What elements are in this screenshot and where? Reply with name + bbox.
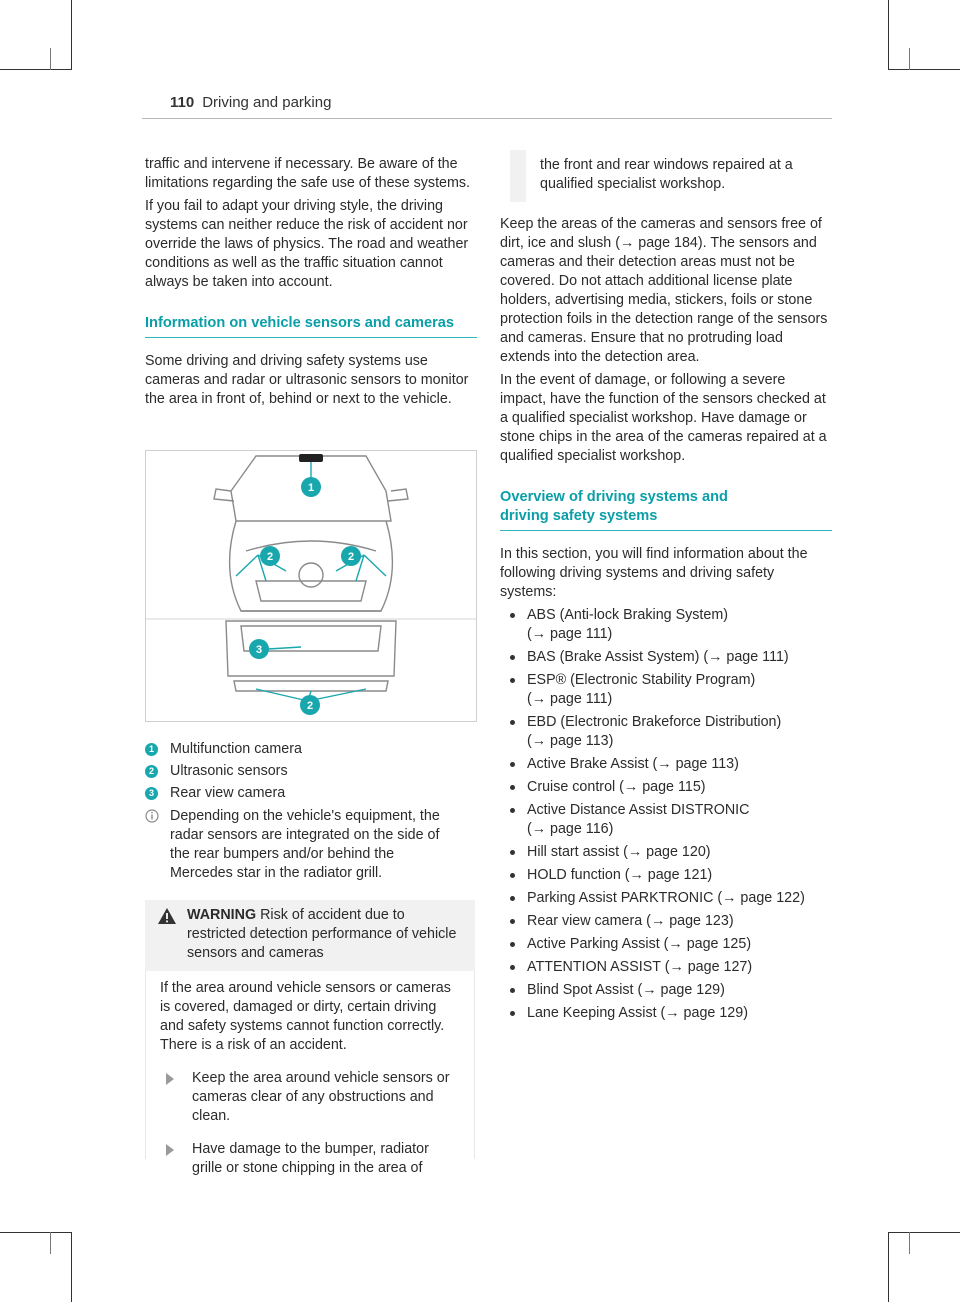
list-item [506, 755, 832, 774]
bullet-icon [510, 1011, 515, 1016]
crop-mark [888, 1232, 960, 1233]
crop-mark [0, 1232, 72, 1233]
legend-number: 2 [145, 765, 158, 778]
list-item [506, 1004, 832, 1023]
figure-legend [145, 740, 477, 886]
header-rule [142, 118, 832, 119]
bullet-icon [510, 678, 515, 683]
crop-mark [50, 48, 51, 70]
legend-number: 3 [145, 787, 158, 800]
instruction-text: Have damage to the bumper, radiator grille or stone chipping in the area of [192, 1141, 429, 1176]
crop-mark [0, 69, 72, 70]
legend-item [145, 784, 477, 803]
systems-list [506, 606, 832, 1023]
bullet-icon [510, 785, 515, 790]
warning-triangle-icon [157, 907, 177, 925]
step-arrow-icon [166, 1144, 174, 1156]
figure-marker-label: 1 [307, 482, 315, 494]
paragraph: If you fail to adapt your driving style, the driving systems can neither reduce the risk of accident nor override the laws of physics. The road and weather conditions as well as the traffic situation cannot always be taken into account. [145, 198, 469, 290]
list-item-text: ESP® (Electronic Stability Program) (→ page 111) [527, 672, 756, 707]
list-item-text: Cruise control (→ page 115) [527, 779, 706, 795]
crop-mark [909, 48, 910, 70]
section-heading: Overview of driving systems and driving safety systems [500, 488, 832, 531]
bullet-icon [510, 720, 515, 725]
list-item-text: BAS (Brake Assist System) (→ page 111) [527, 649, 789, 665]
crop-mark [888, 1232, 889, 1302]
paragraph: traffic and intervene if necessary. Be aware of the limitations regarding the safe use of these systems. [145, 156, 471, 191]
list-item-text: EBD (Electronic Brakeforce Distribution) (→ page 113) [527, 714, 782, 749]
step-arrow-icon [166, 1073, 174, 1085]
crop-mark [888, 0, 889, 70]
legend-item [145, 740, 477, 759]
crop-mark [71, 0, 72, 70]
list-item [506, 866, 832, 885]
bullet-icon [510, 942, 515, 947]
bullet-icon [510, 919, 515, 924]
paragraph: Keep the areas of the cameras and sensors free of dirt, ice and slush (→ page 184). The sensors and cameras and their detection areas must not be covered. Do not attach additional license plate holders, advertising media, stickers, foils or stone protection foils in the detection range of the sensors and cameras. Ensure that no protruding load extends into the detection area. [500, 216, 828, 365]
left-column-text [145, 155, 477, 413]
bullet-icon [510, 613, 515, 618]
warning-header [145, 900, 475, 971]
list-item-text: Parking Assist PARKTRONIC (→ page 122) [527, 890, 805, 906]
warning-label: WARNING [187, 907, 257, 923]
list-item [506, 843, 832, 862]
warning-header-row [157, 906, 463, 963]
section-heading: Information on vehicle sensors and cameras [145, 314, 477, 338]
instruction-text: Keep the area around vehicle sensors or cameras clear of any obstructions and clean. [192, 1070, 450, 1124]
bullet-icon [510, 808, 515, 813]
list-item-text: Hill start assist (→ page 120) [527, 844, 711, 860]
legend-text: Multifunction camera [170, 741, 302, 757]
list-item-text: HOLD function (→ page 121) [527, 867, 713, 883]
list-item-text: Active Distance Assist DISTRONIC (→ page 116) [527, 802, 750, 837]
list-item-text: Lane Keeping Assist (→ page 129) [527, 1005, 748, 1021]
bullet-icon [510, 988, 515, 993]
legend-item [145, 762, 477, 781]
list-item [506, 935, 832, 954]
list-item-text: ABS (Anti-lock Braking System) (→ page 111) [527, 607, 729, 642]
page-number: 110 [170, 94, 195, 111]
list-item [506, 912, 832, 931]
right-column-text [500, 215, 832, 1027]
warning-continuation-bar [510, 150, 526, 202]
list-item-text: ATTENTION ASSIST (→ page 127) [527, 959, 753, 975]
list-item-text: Rear view camera (→ page 123) [527, 913, 734, 929]
list-item [506, 981, 832, 1000]
list-item-text: Blind Spot Assist (→ page 129) [527, 982, 725, 998]
note [145, 807, 477, 883]
paragraph: In this section, you will find information about the following driving systems and driving safety systems: [500, 546, 808, 600]
list-item-text: Active Brake Assist (→ page 113) [527, 756, 739, 772]
list-item [506, 648, 832, 667]
list-item [506, 958, 832, 977]
list-item [506, 889, 832, 908]
bullet-icon [510, 655, 515, 660]
vehicle-illustration [146, 451, 476, 721]
list-item [506, 606, 832, 644]
warning-continuation [510, 150, 830, 202]
instruction-step [160, 1069, 460, 1126]
legend-text: Rear view camera [170, 785, 286, 801]
crop-mark [909, 1232, 910, 1254]
figure-marker-label: 3 [255, 644, 263, 656]
warning-text: If the area around vehicle sensors or cameras is covered, damaged or dirty, certain driving and safety systems cannot function correctly. There is a risk of an accident. [160, 980, 451, 1053]
list-item [506, 713, 832, 751]
page-section-title: Driving and parking [202, 94, 332, 111]
bullet-icon [510, 850, 515, 855]
list-item [506, 671, 832, 709]
list-item [506, 778, 832, 797]
warning-headline-block [187, 906, 463, 963]
bullet-icon [510, 762, 515, 767]
instruction-step [160, 1140, 460, 1178]
instruction-text: the front and rear windows repaired at a qualified specialist workshop. [540, 157, 793, 192]
legend-number: 1 [145, 743, 158, 756]
warning-headline: Risk of accident due to restricted detection performance of vehicle sensors and cameras [187, 907, 457, 961]
list-item-text: Active Parking Assist (→ page 125) [527, 936, 752, 952]
info-note-icon [145, 809, 159, 823]
crop-mark [71, 1232, 72, 1302]
warning-body [145, 971, 475, 1176]
paragraph: Some driving and driving safety systems use cameras and radar or ultrasonic sensors to monitor the area in front of, behind or next to the vehicle. [145, 353, 469, 407]
bullet-icon [510, 896, 515, 901]
legend-text: Ultrasonic sensors [170, 763, 288, 779]
crop-mark [50, 1232, 51, 1254]
bullet-icon [510, 873, 515, 878]
vehicle-sensors-figure [145, 450, 477, 722]
paragraph: In the event of damage, or following a severe impact, have the function of the sensors checked at a qualified specialist workshop. Have damage or stone chips in the area of the cameras repaired at a qualified specialist workshop. [500, 372, 827, 464]
page-header [170, 94, 331, 111]
figure-marker-label: 2 [306, 700, 314, 712]
list-item [506, 801, 832, 839]
warning-box [145, 900, 475, 1176]
bullet-icon [510, 965, 515, 970]
crop-mark [888, 69, 960, 70]
note-text: Depending on the vehicle's equipment, the radar sensors are integrated on the side of the rear bumpers and/or behind the Mercedes star in the radiator grill. [170, 808, 440, 881]
figure-marker-label: 2 [266, 551, 274, 563]
figure-marker-label: 2 [347, 551, 355, 563]
